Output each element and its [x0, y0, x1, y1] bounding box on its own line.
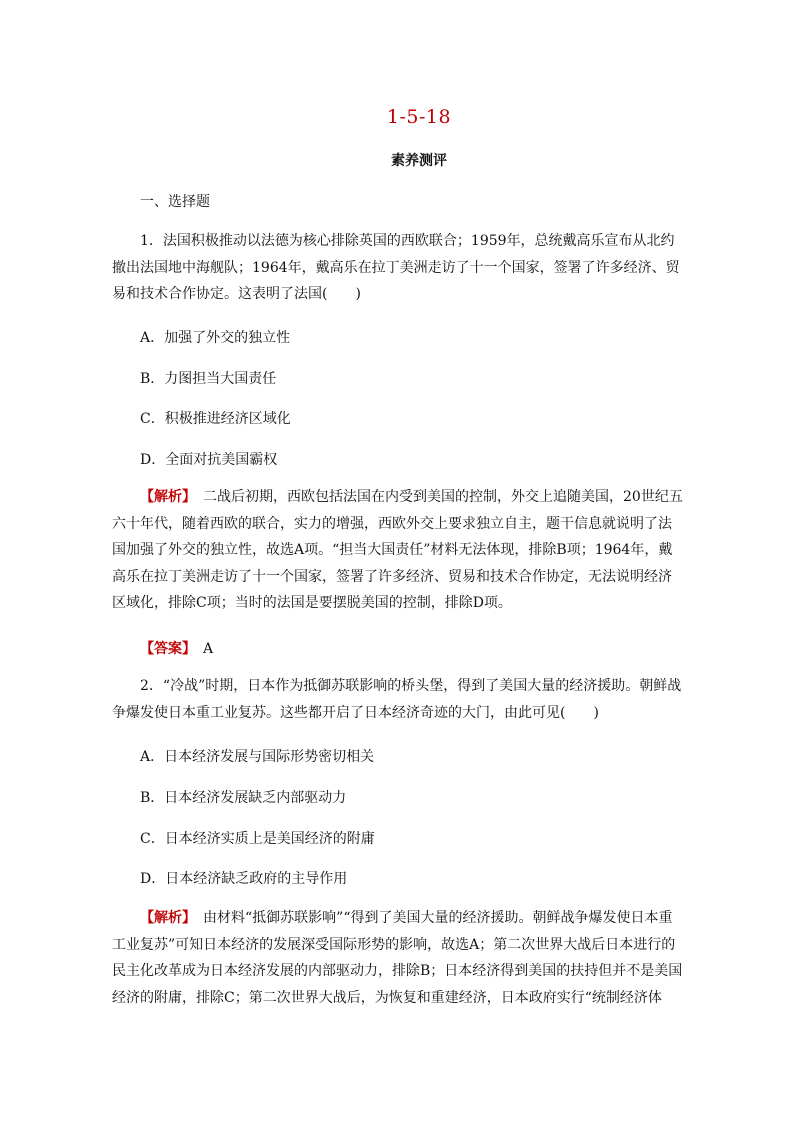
analysis-text: 由材料“抵御苏联影响”“得到了美国大量的经济援助。朝鲜战争爆发使日本重工业复苏”可知日本经济的发展深受国际形势的影响，故选A；第二次世界大战后日本进行的民主化改革成为日本经济发展的内部驱动力，排除B；日本经济得到美国的扶持但并不是美国经济的附庸，排除C；第二次世界大战后，为恢复和重建经济，日本政府实行“统制经济体: [112, 910, 683, 1006]
question-2-stem: 2．“冷战”时期，日本作为抵御苏联影响的桥头堡，得到了美国大量的经济援助。朝鲜战争爆发使日本重工业复苏。这些都开启了日本经济奇迹的大门，由此可见( ): [112, 678, 682, 721]
analysis-tag: 【解析】: [140, 910, 189, 926]
answer-tag: 【答案】: [140, 641, 189, 657]
question-1-option-a: A．加强了外交的独立性: [140, 330, 291, 346]
analysis-text: 二战后初期，西欧包括法国在内受到美国的控制，外交上追随美国，20世纪五六十年代，随着西欧的联合，实力的增强，西欧外交上要求独立自主，题干信息就说明了法国加强了外交的独立性，故选A项。“担当大国责任”材料无法体现，排除B项；1964年，戴高乐在拉丁美洲走访了十一个国家，签署了许多经济、贸易和技术合作协定，无法说明经济区域化，排除C项；当时的法国是要摆脱美国的控制，排除D项。: [112, 489, 683, 611]
question-1-option-d: D．全面对抗美国霸权: [140, 452, 278, 468]
question-2-option-a: A．日本经济发展与国际形势密切相关: [140, 749, 375, 765]
question-2-option-b: B．日本经济发展缺乏内部驱动力: [140, 790, 347, 806]
document-code: 1-5-18: [386, 106, 452, 128]
question-1-option-c: C．积极推进经济区域化: [140, 411, 291, 427]
document-title: 素养测评: [391, 153, 447, 169]
question-2-option-d: D．日本经济缺乏政府的主导作用: [140, 871, 348, 887]
analysis-tag: 【解析】: [140, 489, 189, 505]
question-1-option-b: B．力图担当大国责任: [140, 371, 277, 387]
question-1-stem: 1．法国积极推动以法德为核心排除英国的西欧联合；1959年，总统戴高乐宣布从北约撤出法国地中海舰队；1964年，戴高乐在拉丁美洲走访了十一个国家，签署了许多经济、贸易和技术合作协定。这表明了法国( ): [112, 233, 680, 302]
question-2-analysis: [112, 905, 684, 1011]
question-1-answer: [140, 638, 213, 658]
answer-value: A: [203, 641, 214, 657]
section-heading: 一、选择题: [140, 194, 210, 210]
question-1-analysis: [112, 484, 684, 617]
question-2-option-c: C．日本经济实质上是美国经济的附庸: [140, 831, 375, 847]
